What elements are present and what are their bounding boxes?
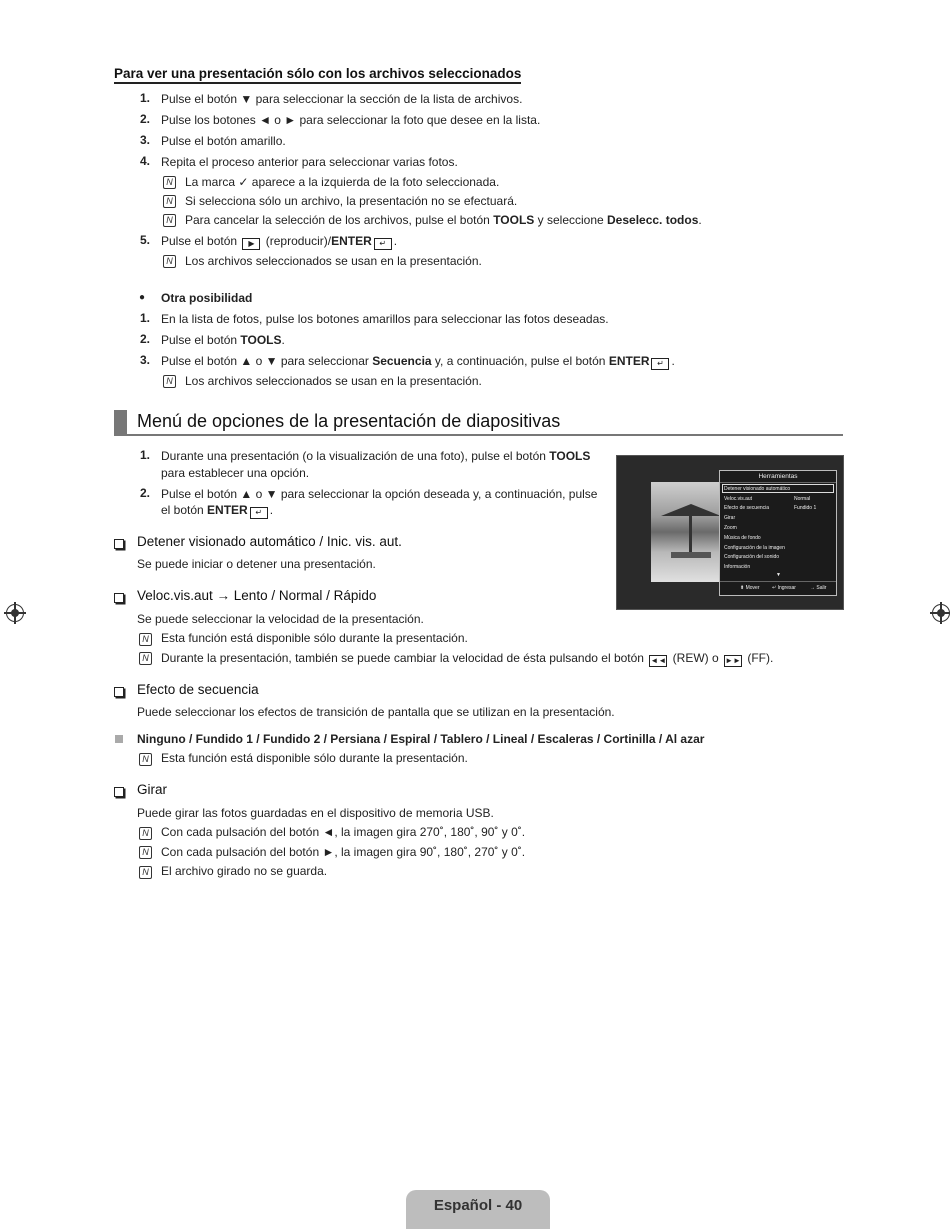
- menu-item[interactable]: Efecto de secuencia: [724, 505, 770, 511]
- play-button-icon: ▶: [242, 238, 260, 250]
- note-text: Con cada pulsación del botón ►, la imagen gira 90˚, 180˚, 270˚ y 0˚.: [161, 845, 526, 859]
- step-text-line2: para establecer una opción.: [161, 466, 310, 480]
- exit-label: Salir: [816, 585, 827, 591]
- option-desc: Puede girar las fotos guardadas en el dispositivo de memoria USB.: [137, 806, 494, 820]
- note-icon: N: [163, 255, 176, 268]
- note-text-post: aparece a la izquierda de la foto seleccionada.: [251, 175, 500, 189]
- note-icon: N: [139, 866, 152, 879]
- step-text: Pulse el botón ▼ para seleccionar la sección de la lista de archivos.: [161, 92, 523, 106]
- enter-hint: ↵ Ingresar: [772, 585, 796, 591]
- tools-label: TOOLS: [549, 449, 591, 463]
- note-text: [185, 212, 702, 228]
- menu-item[interactable]: Detener visionado automático: [724, 486, 791, 492]
- menu-item[interactable]: Información: [724, 564, 751, 570]
- checkbox-bullet-icon: [114, 787, 124, 797]
- option-desc: Se puede seleccionar la velocidad de la presentación.: [137, 612, 424, 626]
- exit-hint: → Salir: [810, 585, 827, 591]
- menu-item[interactable]: Música de fondo: [724, 535, 761, 541]
- deselect-all-label: Deselecc. todos: [607, 213, 699, 227]
- step-text-pre: el botón: [161, 503, 208, 517]
- note-icon: N: [163, 214, 176, 227]
- step-text-pre: Pulse el botón: [161, 333, 241, 347]
- note-icon: N: [163, 176, 176, 189]
- step-number: 5.: [140, 233, 151, 247]
- option-desc: Puede seleccionar los efectos de transición de pantalla que se utilizan en la presentación.: [137, 705, 615, 719]
- enter-icon: ↵: [374, 238, 392, 250]
- note-text: Esta función está disponible sólo durante la presentación.: [161, 751, 468, 765]
- option-heading: Girar: [137, 782, 167, 797]
- step-text: Pulse el botón ▲ o ▼ para seleccionar la opción deseada y, a continuación, pulse: [161, 487, 598, 501]
- checkbox-bullet-icon: [114, 539, 124, 549]
- registration-mark-right: [932, 604, 950, 622]
- note-text: Esta función está disponible sólo durante la presentación.: [161, 631, 468, 645]
- title-accent-bar: [114, 410, 127, 434]
- move-hint: ⬍ Mover: [740, 585, 760, 591]
- note-text: [161, 650, 773, 667]
- scroll-down-icon: ▼: [776, 572, 781, 578]
- step-text: [161, 233, 397, 250]
- gray-bullet-icon: [115, 735, 123, 743]
- menu-item[interactable]: Zoom: [724, 525, 737, 531]
- menu-item-value: Fundido 1: [794, 505, 817, 511]
- note-text-end: .: [698, 213, 702, 227]
- step-text-pre: Pulse el botón ▲ o ▼ para seleccionar: [161, 354, 373, 368]
- step-text: [161, 353, 675, 370]
- option-heading: Efecto de secuencia: [137, 682, 259, 697]
- step-number: 2.: [140, 486, 151, 500]
- step-text: Pulse los botones ◄ o ► para seleccionar la foto que desee en la lista.: [161, 113, 541, 127]
- option-heading: Veloc.vis.aut → Lento / Normal / Rápido: [137, 588, 377, 603]
- note-icon: N: [163, 195, 176, 208]
- enter-label: ENTER: [207, 503, 248, 517]
- note-icon: N: [163, 375, 176, 388]
- note-icon: N: [139, 633, 152, 646]
- subheading-other-option: Otra posibilidad: [161, 291, 253, 305]
- note-text: Los archivos seleccionados se usan en la presentación.: [185, 254, 482, 268]
- step-text-pre: Durante una presentación (o la visualización de una foto), pulse el botón: [161, 449, 550, 463]
- section-title-bar: [114, 410, 843, 436]
- note-icon: N: [139, 846, 152, 859]
- menu-item-value: Normal: [794, 496, 811, 502]
- note-text-pre: Durante la presentación, también se puede cambiar la velocidad de ésta pulsando el botón: [161, 651, 644, 665]
- menu-item[interactable]: Veloc.vis.aut: [724, 496, 753, 502]
- note-icon: N: [139, 827, 152, 840]
- step-text-line2: [161, 502, 273, 519]
- step-text-pre: Pulse el botón: [161, 234, 238, 248]
- sequence-label: Secuencia: [372, 354, 432, 368]
- enter-label: Ingresar: [777, 585, 796, 591]
- step-number: 1.: [140, 91, 151, 105]
- note-text: Los archivos seleccionados se usan en la presentación.: [185, 374, 482, 388]
- step-text: [161, 448, 590, 464]
- step-text-end: .: [393, 234, 398, 248]
- menu-item[interactable]: Girar: [724, 515, 736, 521]
- note-text: [185, 174, 499, 190]
- note-icon: N: [139, 753, 152, 766]
- menu-item[interactable]: Configuración del sonido: [724, 554, 780, 560]
- menu-footer: [720, 581, 836, 595]
- move-label: Mover: [745, 585, 760, 591]
- page-number-tab: [406, 1190, 550, 1229]
- note-text-pre: Para cancelar la selección de los archivos, pulse el botón: [185, 213, 494, 227]
- section-heading-selected-files: Para ver una presentación sólo con los archivos seleccionados: [114, 66, 521, 84]
- enter-icon: ↵: [250, 507, 268, 519]
- registration-mark-left: [6, 604, 24, 622]
- tools-label: TOOLS: [240, 333, 282, 347]
- step-number: 3.: [140, 133, 151, 147]
- step-text-mid: y, a continuación, pulse el botón: [431, 354, 609, 368]
- step-number: 1.: [140, 311, 151, 325]
- enter-icon: ↵: [651, 358, 669, 370]
- step-number: 2.: [140, 112, 151, 126]
- step-number: 2.: [140, 332, 151, 346]
- step-text-end: .: [269, 503, 274, 517]
- tools-menu-title: Herramientas: [720, 471, 836, 483]
- step-number: 1.: [140, 448, 151, 462]
- checkbox-bullet-icon: [114, 687, 124, 697]
- tv-screenshot: [616, 455, 844, 610]
- note-text-pre: La marca: [185, 175, 236, 189]
- note-icon: N: [139, 652, 152, 665]
- tools-label: TOOLS: [493, 213, 535, 227]
- step-text-post: (reproducir)/: [265, 234, 332, 248]
- step-text-end: .: [671, 354, 675, 368]
- step-text: Pulse el botón amarillo.: [161, 134, 286, 148]
- note-text: Con cada pulsación del botón ◄, la imagen gira 270˚, 180˚, 90˚ y 0˚.: [161, 825, 526, 839]
- step-number: 3.: [140, 353, 151, 367]
- step-text: Repita el proceso anterior para seleccionar varias fotos.: [161, 155, 458, 169]
- page-title: Menú de opciones de la presentación de diapositivas: [137, 411, 561, 431]
- note-text: El archivo girado no se guarda.: [161, 864, 328, 878]
- page-number-label: Español - 40: [433, 1197, 523, 1214]
- step-text: [161, 332, 285, 348]
- tools-menu: [719, 470, 837, 596]
- bullet-icon: ●: [139, 292, 146, 303]
- note-text-end: (FF).: [747, 651, 774, 665]
- note-text: Si selecciona sólo un archivo, la presentación no se efectuará.: [185, 194, 518, 208]
- step-text-end: .: [281, 333, 285, 347]
- step-number: 4.: [140, 154, 151, 168]
- fast-forward-button-icon: ►►: [725, 656, 741, 665]
- checkmark-icon: ✓: [238, 175, 249, 189]
- effect-options-list: Ninguno / Fundido 1 / Fundido 2 / Persiana / Espiral / Tablero / Lineal / Escaleras / Cortinilla / Al azar: [137, 732, 705, 746]
- checkbox-bullet-icon: [114, 593, 124, 603]
- option-desc: Se puede iniciar o detener una presentación.: [137, 557, 376, 571]
- note-text-mid: (REW) o: [672, 651, 719, 665]
- note-text-mid: y seleccione: [534, 213, 608, 227]
- enter-label: ENTER: [608, 354, 650, 368]
- enter-label: ENTER: [331, 234, 372, 248]
- option-heading: Detener visionado automático / Inic. vis. aut.: [137, 534, 402, 549]
- step-text: En la lista de fotos, pulse los botones amarillos para seleccionar las fotos deseadas.: [161, 312, 609, 326]
- rewind-button-icon: ◄◄: [650, 656, 667, 665]
- menu-item[interactable]: Configuración de la imagen: [724, 545, 785, 551]
